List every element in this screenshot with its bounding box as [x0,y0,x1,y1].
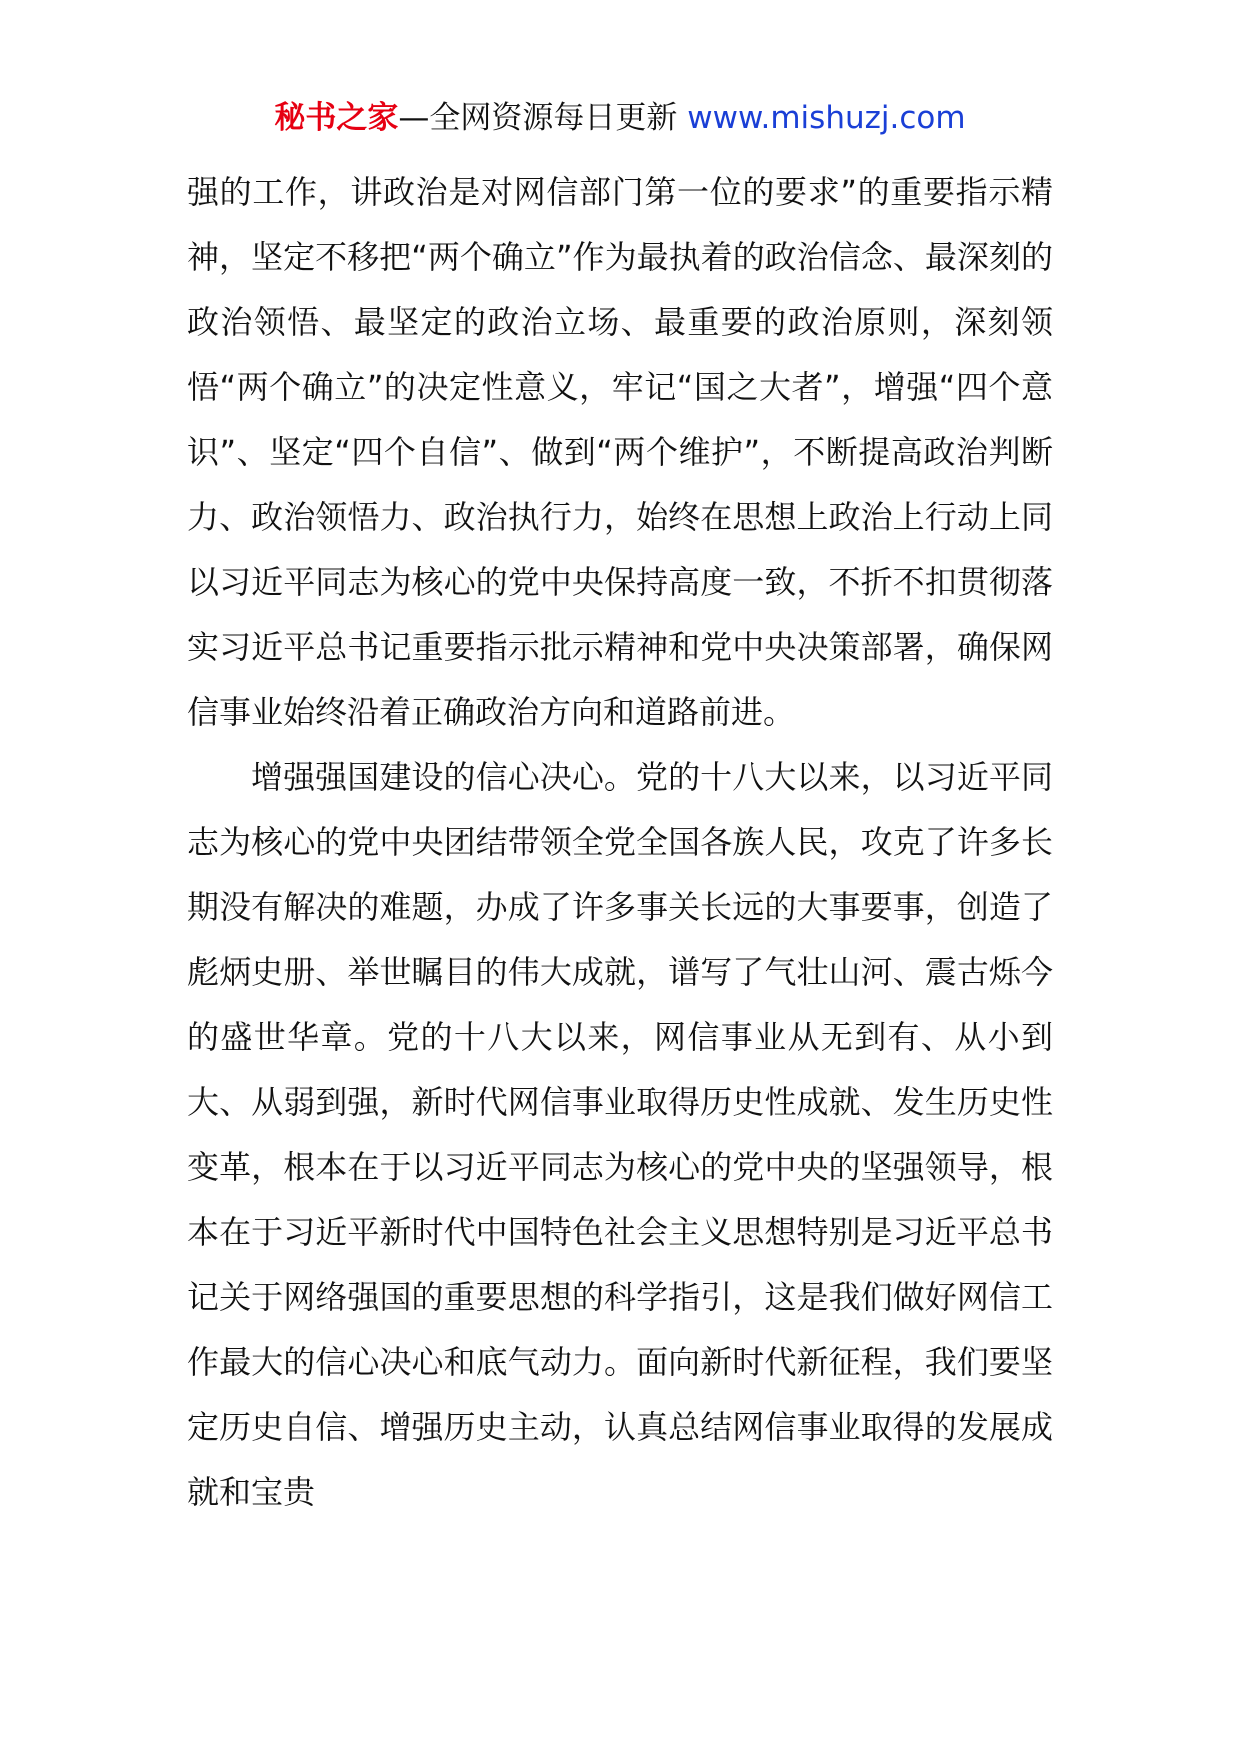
brand-name: 秘书之家 [274,100,399,136]
paragraph-continued: 强的工作，讲政治是对网信部门第一位的要求”的重要指示精神，坚定不移把“两个确立”作为最执着的政治信念、最深刻的政治领悟、最坚定的政治立场、最重要的政治原则，深刻领悟“两个确立”的决定性意义，牢记“国之大者”，增强“四个意识”、坚定“四个自信”、做到“两个维护”，不断提高政治判断力、政治领悟力、政治执行力，始终在思想上政治上行动上同以习近平同志为核心的党中央保持高度一致，不折不扣贯彻落实习近平总书记重要指示批示精神和党中央决策部署，确保网信事业始终沿着正确政治方向和道路前进。 [187,173,1053,731]
page-header [0,96,1240,140]
header-tagline: —全网资源每日更新 [398,100,688,136]
header-url[interactable]: www.mishuzj.com [687,100,966,136]
paragraph-confidence: 增强强国建设的信心决心。党的十八大以来，以习近平同志为核心的党中央团结带领全党全国各族人民，攻克了许多长期没有解决的难题，办成了许多事关长远的大事要事，创造了彪炳史册、举世瞩目的伟大成就，谱写了气壮山河、震古烁今的盛世华章。党的十八大以来，网信事业从无到有、从小到大、从弱到强，新时代网信事业取得历史性成就、发生历史性变革，根本在于以习近平同志为核心的党中央的坚强领导，根本在于习近平新时代中国特色社会主义思想特别是习近平总书记关于网络强国的重要思想的科学指引，这是我们做好网信工作最大的信心决心和底气动力。面向新时代新征程，我们要坚定历史自信、增强历史主动，认真总结网信事业取得的发展成就和宝贵 [187,758,1053,1511]
document-body [187,160,1053,1525]
